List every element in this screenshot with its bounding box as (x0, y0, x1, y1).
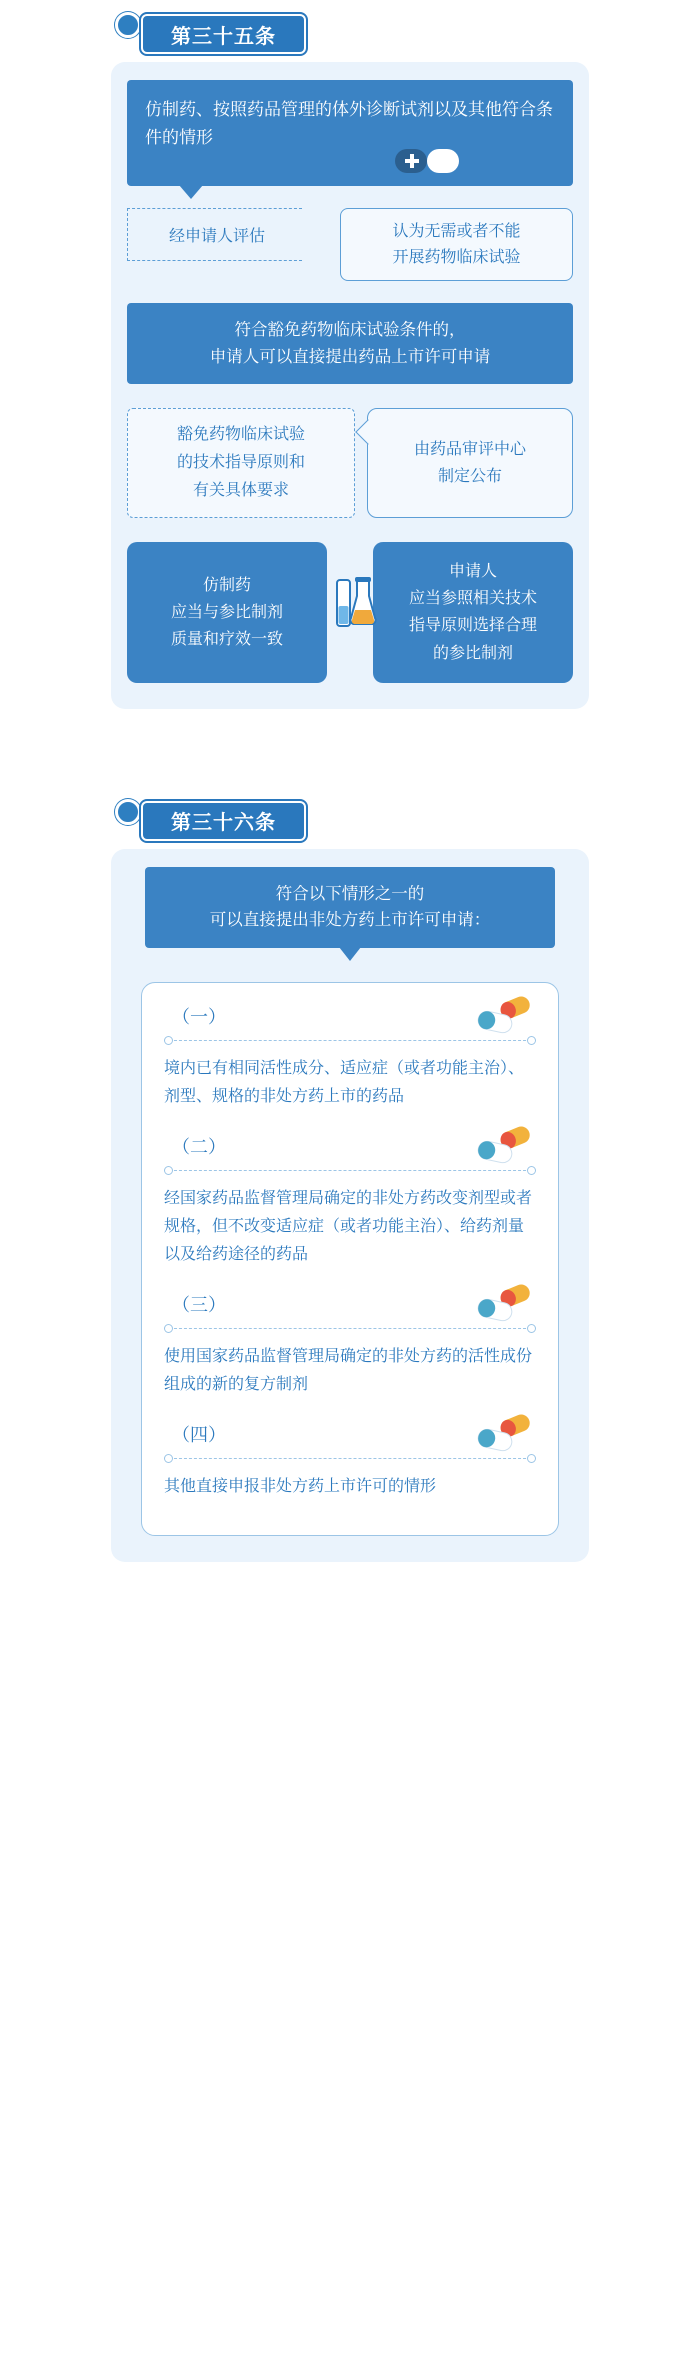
item-label-1: （一） (172, 1006, 226, 1027)
list-item (164, 1421, 536, 1501)
pills-icon (474, 1413, 536, 1457)
list-item (164, 1133, 536, 1283)
guideline-line3: 有关具体要求 (192, 482, 289, 500)
evaluation-result-line2: 开展药物临床试验 (392, 248, 521, 266)
publisher-box-pointer (355, 419, 380, 444)
article-35-top-text: 仿制药、按照药品管理的体外诊断试剂以及其他符合条件的情形 (145, 100, 553, 148)
publisher-box (367, 408, 573, 518)
reference-drug-line1: 申请人 (448, 563, 497, 581)
bullet-dot-icon (115, 799, 141, 825)
pointer-tail (339, 947, 361, 961)
generic-drug-line3: 质量和疗效一致 (170, 631, 283, 649)
capsule-icon (393, 146, 463, 176)
item-label-3: （三） (172, 1294, 226, 1315)
publisher-line1: 由药品审评中心 (413, 440, 526, 458)
bottom-cards-row (127, 542, 573, 683)
bullet-dot-icon (115, 12, 141, 38)
item-text-1: 境内已有相同活性成分、适应症（或者功能主治）、剂型、规格的非处方药上市的药品 (164, 1059, 525, 1105)
flask-icon (333, 576, 377, 630)
reference-drug-card (373, 542, 573, 683)
item-label-4: （四） (172, 1424, 226, 1445)
item-divider (164, 1453, 536, 1465)
section-35-badge: 第三十五条 (141, 14, 306, 54)
pills-icon (474, 1283, 536, 1327)
conditions-list-card (141, 982, 559, 1536)
article-36-line2: 可以直接提出非处方药上市许可申请： (209, 911, 491, 930)
generic-drug-line2: 应当与参比制剂 (170, 603, 283, 621)
section-article-35 (111, 0, 589, 709)
reference-drug-line2: 应当参照相关技术 (408, 590, 537, 608)
section-35-header (111, 0, 589, 62)
guideline-line2: 的技术指导原则和 (176, 454, 305, 472)
pointer-tail (179, 185, 203, 199)
second-statement-line1: 符合豁免药物临床试验条件的， (234, 321, 466, 340)
item-text-4: 其他直接申报非处方药上市许可的情形 (164, 1477, 437, 1495)
section-35-panel (111, 62, 589, 709)
article-36-line1: 符合以下情形之一的 (275, 884, 425, 903)
second-statement-line2: 申请人可以直接提出药品上市许可申请 (209, 347, 491, 366)
guideline-line1: 豁免药物临床试验 (176, 426, 305, 444)
publisher-line2: 制定公布 (437, 468, 502, 486)
generic-drug-card (127, 542, 327, 683)
reference-drug-line4: 的参比制剂 (432, 644, 513, 662)
evaluation-row (127, 208, 573, 281)
reference-drug-line3: 指导原则选择合理 (408, 617, 537, 635)
item-text-3: 使用国家药品监督管理局确定的非处方药的活性成份组成的新的复方制剂 (164, 1347, 533, 1393)
section-36-header (111, 787, 589, 849)
item-divider (164, 1323, 536, 1335)
pills-icon (474, 995, 536, 1039)
list-item (164, 1291, 536, 1413)
evaluation-arrow-wrap (127, 208, 302, 281)
item-divider (164, 1035, 536, 1047)
list-item (164, 1003, 536, 1125)
pills-icon (474, 1125, 536, 1169)
item-divider (164, 1165, 536, 1177)
section-36-badge: 第三十六条 (141, 801, 306, 841)
guideline-requirements-box (127, 408, 355, 518)
item-label-2: （二） (172, 1136, 226, 1157)
item-text-2: 经国家药品监督管理局确定的非处方药改变剂型或者规格，但不改变适应症（或者功能主治）、给药剂量以及给药途径的药品 (164, 1189, 533, 1263)
evaluation-result-box (340, 208, 573, 281)
guideline-row (127, 408, 573, 518)
evaluation-result-line1: 认为无需或者不能 (392, 223, 521, 241)
section-36-panel (111, 849, 589, 1562)
section-article-36 (111, 787, 589, 1562)
article-36-statement (145, 867, 555, 948)
article-35-second-statement (127, 303, 573, 384)
generic-drug-line1: 仿制药 (202, 576, 251, 594)
evaluation-arrow-label: 经申请人评估 (127, 208, 302, 261)
article-35-top-statement (127, 80, 573, 186)
